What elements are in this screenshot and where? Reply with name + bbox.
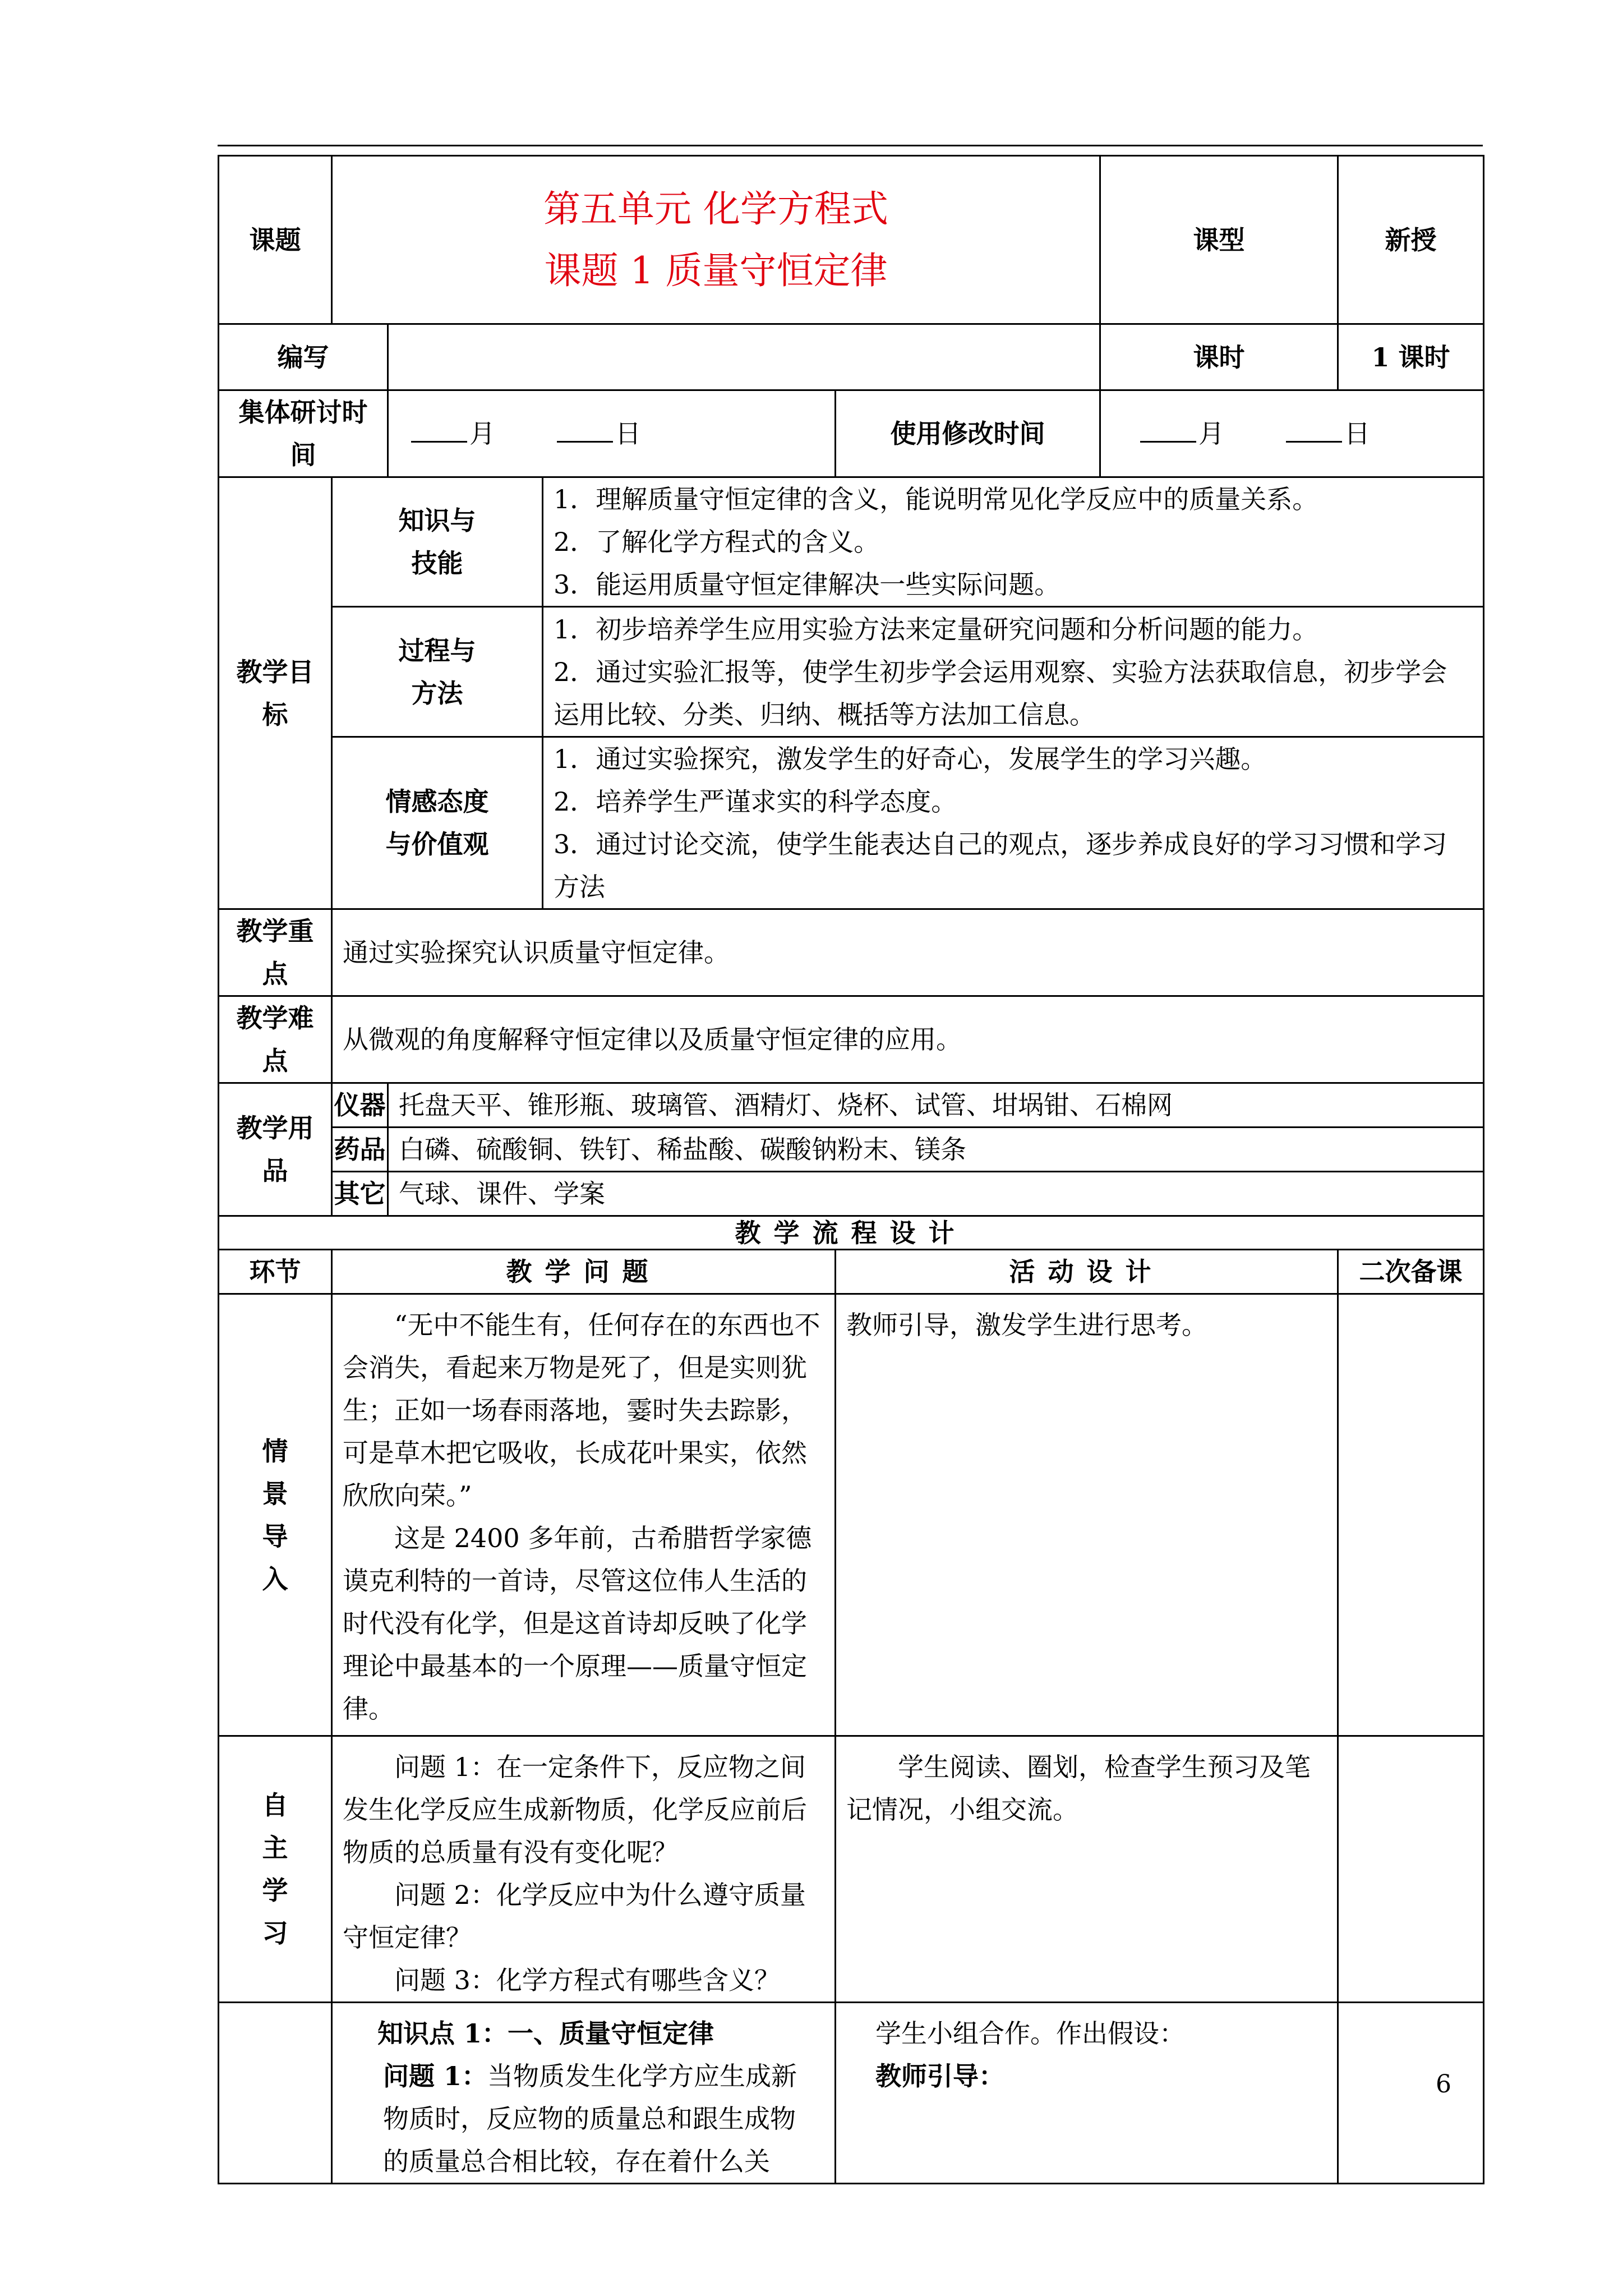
research-time-label: 集体研讨时间: [219, 390, 388, 477]
lesson-plan-table: [218, 155, 1484, 2184]
process-label: [332, 607, 543, 737]
stage-char: 习: [262, 1918, 288, 1948]
stage-char: 景: [262, 1478, 288, 1509]
materials-others-row: [219, 1172, 1484, 1216]
question-3: 问题 3：化学方程式有哪些含义？: [394, 1965, 780, 1995]
goal-process-row: [219, 607, 1484, 737]
difficulty-row: [219, 996, 1484, 1083]
process-items: [543, 607, 1484, 737]
month-blank: [1140, 414, 1196, 443]
knowledge-label-line1: 知识与: [398, 505, 476, 536]
question-1: 问题 1：在一定条件下，反应物之间发生化学反应生成新物质，化学反应前后物质的总质量有没有变化呢？: [343, 1752, 807, 1867]
focus-value: 通过实验探究认识质量守恒定律。: [332, 909, 1484, 996]
col-stage: 环节: [219, 1250, 332, 1294]
instruments-label: 仪器: [332, 1083, 388, 1128]
goals-label: 教学目标: [219, 477, 332, 909]
goal-attitude-row: [219, 737, 1484, 909]
day-blank: [1286, 414, 1342, 443]
process-label-line1: 过程与: [398, 635, 476, 666]
period-label: 课时: [1100, 324, 1338, 390]
stage-char: 入: [262, 1563, 288, 1594]
goal-item: 1．初步培养学生应用实验方法来定量研究问题和分析问题的能力。: [554, 614, 1318, 645]
knowledge-1-question: [332, 2003, 836, 2184]
flow-title: 教学流程设计: [219, 1216, 1484, 1250]
flow-row-knowledge-1: [219, 2003, 1484, 2184]
self-study-notes: [1338, 1736, 1484, 2003]
page-number: 6: [1436, 2070, 1451, 2099]
period-value: 1 课时: [1338, 324, 1484, 390]
stage-intro: [219, 1294, 332, 1736]
self-study-activity: 学生阅读、圈划，检查学生预习及笔记情况，小组交流。: [836, 1736, 1338, 2003]
intro-notes: [1338, 1294, 1484, 1736]
unit-title: 第五单元 化学方程式: [543, 187, 889, 231]
others-label: 其它: [332, 1172, 388, 1216]
attitude-label: [332, 737, 543, 909]
reagents-value: 白磷、硫酸铜、铁钉、稀盐酸、碳酸钠粉末、镁条: [388, 1128, 1484, 1172]
month-blank: [411, 414, 467, 443]
goal-item: 2．了解化学方程式的含义。: [554, 527, 880, 557]
goal-item: 1．理解质量守恒定律的含义，能说明常见化学反应中的质量关系。: [554, 484, 1318, 514]
col-notes: 二次备课: [1338, 1250, 1484, 1294]
topic-title: 课题 1 质量守恒定律: [544, 249, 888, 292]
goal-item: 3．能运用质量守恒定律解决一些实际问题。: [554, 569, 1061, 600]
goal-item: 2．通过实验汇报等，使学生初步学会运用观察、实验方法获取信息，初步学会运用比较、分类、归纳、概括等方法加工信息。: [554, 656, 1447, 730]
intro-poem: “无中不能生有，任何存在的东西也不会消失，看起来万物是死了，但是实则犹生；正如一场春雨落地，霎时失去踪影，可是草木把它吸收，长成花叶果实，依然欣欣向荣。”: [343, 1310, 820, 1511]
stage-self-study: [219, 1736, 332, 2003]
knowledge-items: [543, 477, 1484, 607]
materials-reagents-row: [219, 1128, 1484, 1172]
stage-char: 主: [262, 1833, 288, 1863]
flow-title-row: [219, 1216, 1484, 1250]
goal-item: 2．培养学生严谨求实的科学态度。: [554, 786, 957, 817]
knowledge-question: [366, 2055, 801, 2183]
flow-row-self-study: [219, 1736, 1484, 2003]
author-label: 编写: [219, 324, 388, 390]
knowledge-point-title: 知识点 1：一、质量守恒定律: [377, 2018, 714, 2049]
activity-line-1: 学生小组合作。作出假设：: [875, 2018, 1185, 2049]
modify-time-value: [1100, 390, 1484, 477]
materials-label: 教学用品: [219, 1083, 332, 1216]
attitude-label-line2: 与价值观: [385, 829, 489, 859]
flow-header-row: [219, 1250, 1484, 1294]
topic-label: 课题: [219, 156, 332, 324]
col-activity: 活动设计: [836, 1250, 1338, 1294]
intro-explanation: 这是 2400 多年前，古希腊哲学家德谟克利特的一首诗，尽管这位伟人生活的时代没有化学，但是这首诗却反映了化学理论中最基本的一个原理——质量守恒定律。: [343, 1523, 812, 1724]
lesson-title: [332, 156, 1100, 324]
activity-line-2: 教师引导：: [875, 2061, 1004, 2091]
attitude-items: [543, 737, 1484, 909]
research-time-value: [388, 390, 836, 477]
title-row: [219, 156, 1484, 324]
attitude-label-line1: 情感态度: [385, 786, 489, 817]
dates-row: [219, 390, 1484, 477]
knowledge-1-activity: [836, 2003, 1338, 2184]
stage-char: 情: [262, 1435, 288, 1466]
stage-char: 学: [262, 1875, 288, 1906]
question-label: 问题 1：: [383, 2061, 488, 2091]
difficulty-label: 教学难点: [219, 996, 332, 1083]
process-label-line2: 方法: [411, 678, 463, 708]
stage-knowledge-1: [219, 2003, 332, 2184]
goal-knowledge-row: [219, 477, 1484, 607]
difficulty-value: 从微观的角度解释守恒定律以及质量守恒定律的应用。: [332, 996, 1484, 1083]
stage-char: 自: [262, 1790, 288, 1820]
question-text: 当物质发生化学方应生成新物质时，反应物的质量总和跟生成物的质量总合相比较，存在着什么关: [383, 2061, 797, 2177]
day-unit: 日: [1344, 418, 1371, 449]
self-study-questions: [332, 1736, 836, 2003]
col-question: 教学问题: [332, 1250, 836, 1294]
knowledge-label: [332, 477, 543, 607]
others-value: 气球、课件、学案: [388, 1172, 1484, 1216]
goal-item: 1．通过实验探究，激发学生的好奇心，发展学生的学习兴趣。: [554, 744, 1267, 774]
month-unit: 月: [469, 418, 495, 449]
type-label: 课型: [1100, 156, 1338, 324]
month-unit: 月: [1198, 418, 1225, 449]
stage-char: 导: [262, 1521, 288, 1552]
goal-item: 3．通过讨论交流，使学生能表达自己的观点，逐步养成良好的学习习惯和学习方法: [554, 829, 1447, 902]
reagents-label: 药品: [332, 1128, 388, 1172]
knowledge-label-line2: 技能: [411, 548, 463, 578]
day-blank: [557, 414, 613, 443]
intro-question: [332, 1294, 836, 1736]
flow-row-intro: [219, 1294, 1484, 1736]
type-value: 新授: [1338, 156, 1484, 324]
author-value: [388, 324, 1100, 390]
knowledge-1-notes: [1338, 2003, 1484, 2184]
focus-label: 教学重点: [219, 909, 332, 996]
question-2: 问题 2：化学反应中为什么遵守质量守恒定律？: [343, 1880, 806, 1953]
focus-row: [219, 909, 1484, 996]
author-row: [219, 324, 1484, 390]
modify-time-label: 使用修改时间: [836, 390, 1100, 477]
materials-instruments-row: [219, 1083, 1484, 1128]
instruments-value: 托盘天平、锥形瓶、玻璃管、酒精灯、烧杯、试管、坩埚钳、石棉网: [388, 1083, 1484, 1128]
day-unit: 日: [615, 418, 641, 449]
header-rule: [218, 145, 1483, 146]
intro-activity: 教师引导，激发学生进行思考。: [836, 1294, 1338, 1736]
